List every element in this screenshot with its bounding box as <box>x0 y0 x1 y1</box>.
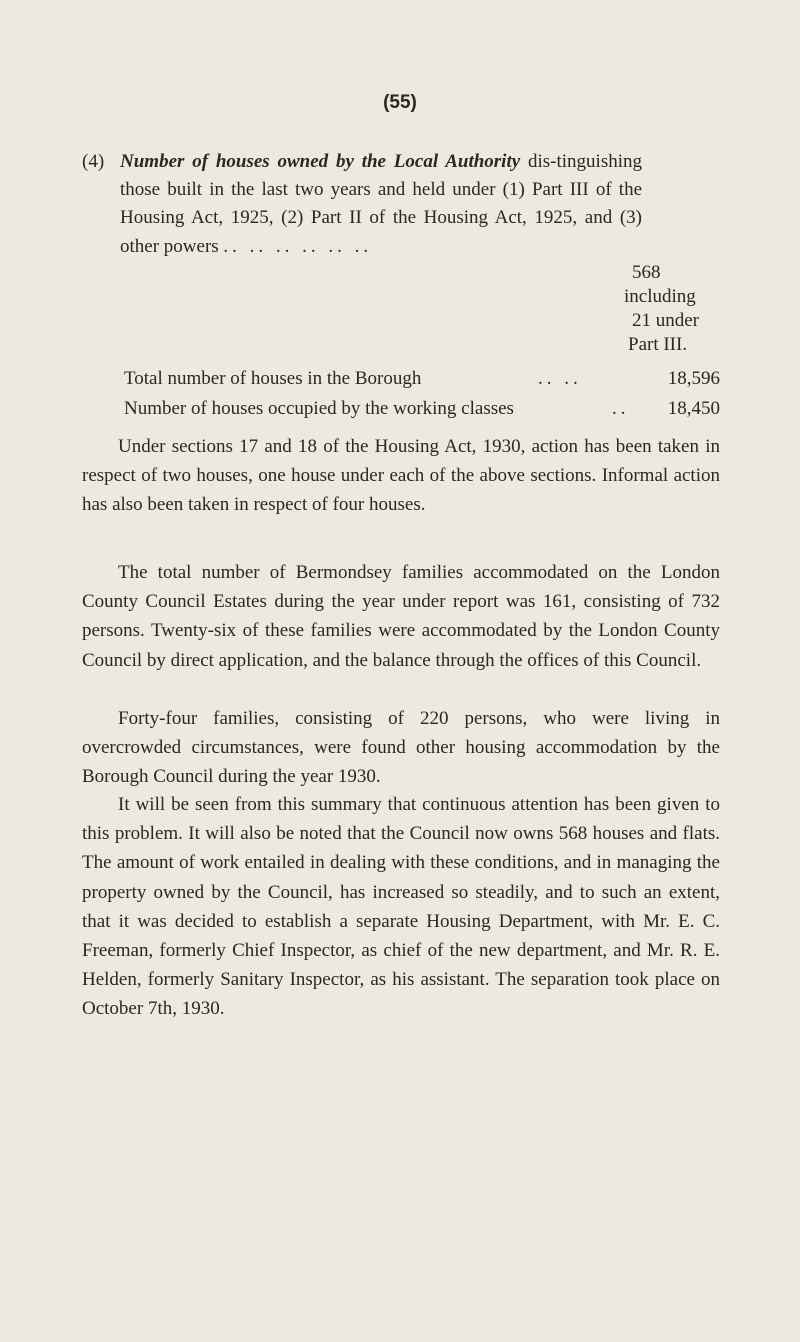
item-4-value-part: Part III. <box>628 334 688 355</box>
paragraph-housing-department: It will be seen from this summary that continuous attention has been given to this problem. It will also be noted that the Council now owns 568 houses and flats. The amount of work entailed in dealing with these conditions, and in managing the property owned by the Council, has increased so steadily, and to such an extent, that it was decided to establish a separate Housing Department, with Mr. E. C. Freeman, formerly Chief Inspector, as chief of the new department, and Mr. R. E. Helden, formerly Sanitary Inspector, as his assistant. The separation took place on October 7th, 1930. <box>82 794 720 1020</box>
item-4-value-under: 21 under <box>632 310 700 331</box>
paragraph-lcc-estates: The total number of Bermondsey families accommodated on the London County Council Estates during the year under report was 161, consisting of 732 persons. Twenty-six of these families were accommodated by the London County Council by direct application, and the balance through the offices of this Council. <box>82 562 720 671</box>
summary-value: 18,596 <box>667 368 720 389</box>
item-4-description: dis-tinguishing those built in the last two years and held under (1) Part III of the Housing Act, 1925, (2) Part II of the Housing Act, 1925, and (3) other powers <box>120 151 643 257</box>
item-4-value-including: including <box>624 286 696 307</box>
paragraph-overcrowded: Forty-four families, consisting of 220 persons, who were living in overcrowded circumstances, were found other housing accommodation by the Borough Council during the year 1930. <box>82 708 720 788</box>
item-4-value-count: 568 <box>632 262 661 283</box>
item-4-title: Number of houses owned by the Local Authority <box>120 151 521 172</box>
summary-label: Total number of houses in the Borough <box>124 368 422 389</box>
item-4-text <box>120 148 642 261</box>
page-number: (55) <box>383 92 417 113</box>
summary-leaders: .. .. <box>538 368 582 389</box>
item-4-value <box>624 261 724 357</box>
item-4-number: (4) <box>82 151 105 172</box>
summary-leaders: .. <box>612 398 630 419</box>
summary-label: Number of houses occupied by the working classes <box>124 398 514 419</box>
summary-value: 18,450 <box>667 398 720 419</box>
item-4-leaders: .. .. .. .. .. .. <box>223 235 373 257</box>
item-4 <box>82 148 642 261</box>
paragraph-sections: Under sections 17 and 18 of the Housing Act, 1930, action has been taken in respect of two houses, one house under each of the above sections. Informal action has also been taken in respect of four houses. <box>82 436 720 516</box>
